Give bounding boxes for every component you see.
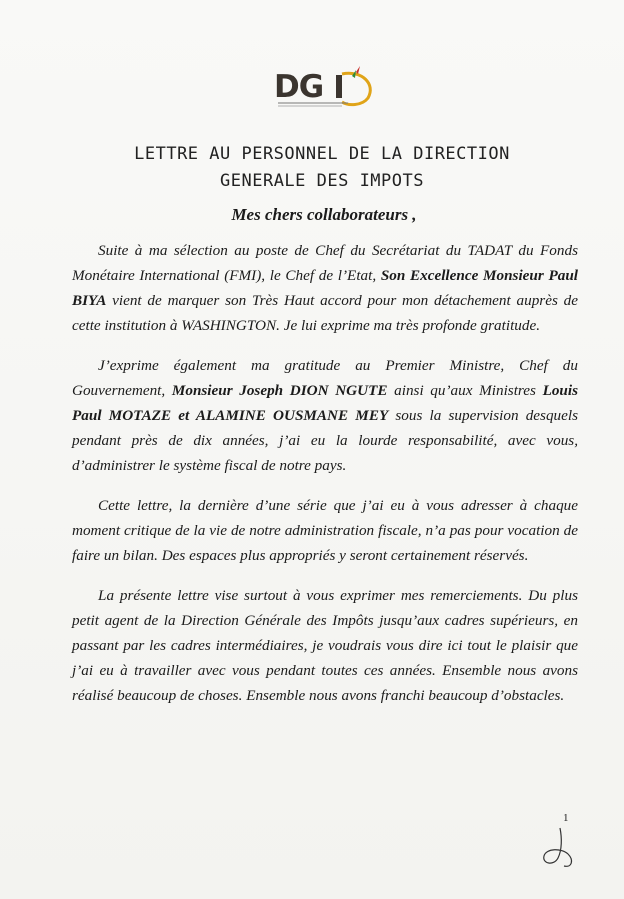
letter-title-line-2: GENERALE DES IMPOTS <box>220 171 424 191</box>
paragraph-1-text-c: vient de marquer son Très Haut accord pour mon détachement auprès de cette institution à WASHINGTON. Je lui exprime ma très profonde gratitude. <box>72 292 578 334</box>
svg-text:DG: DG <box>274 69 324 105</box>
paragraph-2-text-a: J’exprime également ma gratitude au Premier Ministre, Chef du Gouvernement, <box>72 357 578 399</box>
signature-initials <box>532 822 592 870</box>
letter-title-line-1: LETTRE AU PERSONNEL DE LA DIRECTION <box>134 144 510 164</box>
paragraph-2 <box>72 353 578 478</box>
dgi-logo <box>272 66 380 112</box>
paragraph-1-bold-name: Son Excellence Monsieur Paul BIYA <box>72 267 578 309</box>
paragraph-1-text-a: Suite à ma sélection au poste de Chef du Secrétariat du TADAT du Fonds Monétaire International (FMI), le Chef de l’Etat, <box>72 242 578 284</box>
paragraph-4: La présente lettre vise surtout à vous exprimer mes remerciements. Du plus petit agent de la Direction Générale des Impôts jusqu’aux cadres supérieurs, en passant par les cadres intermédiaires, je voudrais vous dire ici tout le plaisir que j’ai eu à travailler avec vous pendant toutes ces années. Ensemble nous avons réalisé beaucoup de choses. Ensemble nous avons franchi beaucoup d’obstacles. <box>72 587 578 704</box>
letter-body <box>72 238 578 723</box>
paragraph-2-text-e: sous la supervision desquels pendant près de dix années, j’ai eu la lourde responsabilité, avec vous, d’administrer le système fiscal de notre pays. <box>72 407 578 474</box>
paragraph-2-bold-ministers: Louis Paul MOTAZE et ALAMINE OUSMANE MEY <box>72 382 579 424</box>
paragraph-3: Cette lettre, la dernière d’une série que j’ai eu à vous adresser à chaque moment critique de la vie de notre administration fiscale, n’a pas pour vocation de faire un bilan. Des espaces plus appropriés y seront certainement réservés. <box>72 497 578 564</box>
dgi-logo-mark-icon <box>272 66 380 112</box>
paragraph-2-bold-name: Monsieur Joseph DION NGUTE <box>171 382 388 399</box>
salutation: Mes chers collaborateurs , <box>231 205 417 224</box>
page-number: 1 <box>563 812 569 824</box>
paragraph-2-text-c: ainsi qu’aux Ministres <box>387 382 543 399</box>
paragraph-1 <box>72 238 578 338</box>
